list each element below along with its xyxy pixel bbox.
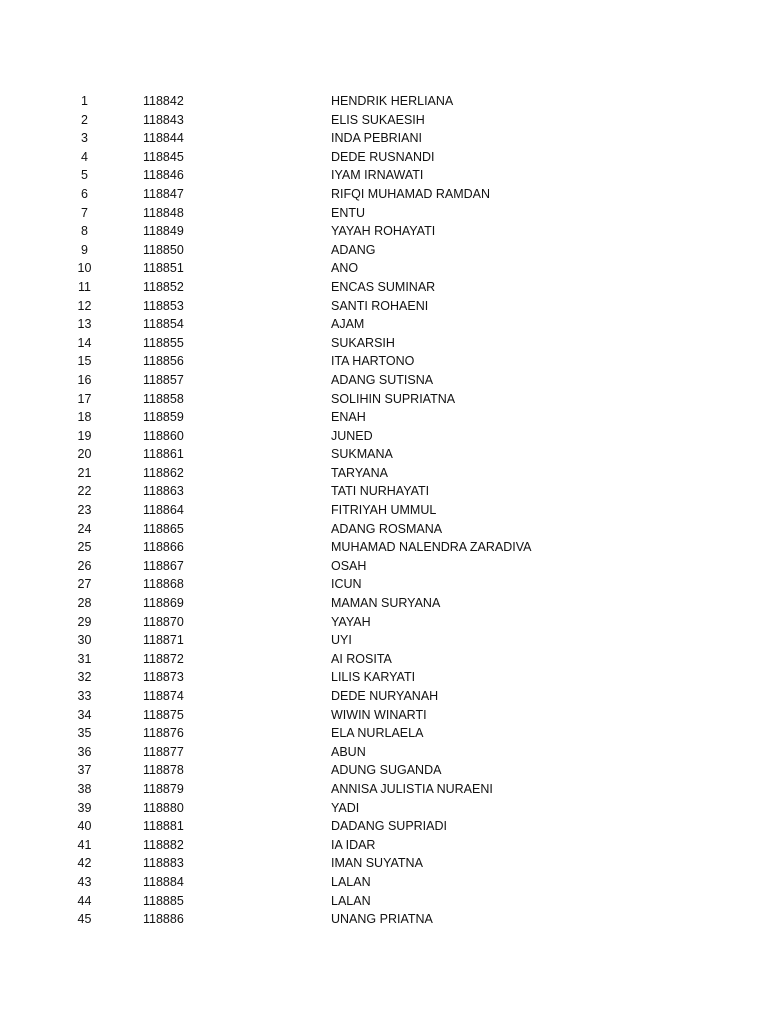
id-number: 118864 xyxy=(143,503,184,518)
person-name: ENCAS SUMINAR xyxy=(331,279,436,294)
row-number: 4 xyxy=(81,149,88,164)
row-number: 13 xyxy=(77,317,92,332)
person-name: ADUNG SUGANDA xyxy=(331,763,442,778)
list-row xyxy=(0,445,768,464)
list-row xyxy=(0,129,768,148)
list-row xyxy=(0,724,768,743)
person-name: IYAM IRNAWATI xyxy=(331,168,424,183)
person-name: ELA NURLAELA xyxy=(331,726,424,741)
row-number: 39 xyxy=(77,800,92,815)
person-name: TARYANA xyxy=(331,465,388,480)
id-number: 118884 xyxy=(143,874,184,889)
row-number: 45 xyxy=(77,912,92,927)
id-number: 118873 xyxy=(143,670,184,685)
row-number: 23 xyxy=(77,503,92,518)
person-name: DEDE RUSNANDI xyxy=(331,149,435,164)
row-number: 12 xyxy=(77,298,92,313)
list-row xyxy=(0,111,768,130)
id-number: 118867 xyxy=(143,558,184,573)
list-row xyxy=(0,594,768,613)
id-number: 118846 xyxy=(143,168,184,183)
list-row xyxy=(0,817,768,836)
id-number: 118859 xyxy=(143,410,184,425)
list-row xyxy=(0,297,768,316)
person-name: ADANG ROSMANA xyxy=(331,521,443,536)
id-number: 118871 xyxy=(143,633,184,648)
row-number: 7 xyxy=(81,205,88,220)
person-name: ANO xyxy=(331,261,359,276)
list-row xyxy=(0,557,768,576)
person-name: WIWIN WINARTI xyxy=(331,707,427,722)
row-number: 24 xyxy=(77,521,92,536)
id-number: 118848 xyxy=(143,205,184,220)
row-number: 21 xyxy=(77,465,92,480)
person-name: SANTI ROHAENI xyxy=(331,298,429,313)
row-number: 27 xyxy=(77,577,92,592)
list-row xyxy=(0,910,768,929)
person-name: TATI NURHAYATI xyxy=(331,484,430,499)
row-number: 9 xyxy=(81,242,88,257)
person-name: JUNED xyxy=(331,428,373,443)
person-name: UYI xyxy=(331,633,352,648)
list-row xyxy=(0,185,768,204)
row-number: 30 xyxy=(77,633,92,648)
person-name: SUKARSIH xyxy=(331,335,395,350)
list-row xyxy=(0,166,768,185)
list-row xyxy=(0,706,768,725)
row-number: 3 xyxy=(81,131,88,146)
id-number: 118858 xyxy=(143,391,184,406)
row-number: 16 xyxy=(77,372,92,387)
id-number: 118850 xyxy=(143,242,184,257)
id-number: 118856 xyxy=(143,354,184,369)
id-number: 118845 xyxy=(143,149,184,164)
id-number: 118870 xyxy=(143,614,184,629)
row-number: 31 xyxy=(77,651,92,666)
id-number: 118863 xyxy=(143,484,184,499)
id-number: 118882 xyxy=(143,837,184,852)
person-name: ITA HARTONO xyxy=(331,354,415,369)
row-number: 18 xyxy=(77,410,92,425)
list-row xyxy=(0,278,768,297)
id-number: 118881 xyxy=(143,819,184,834)
id-number: 118878 xyxy=(143,763,184,778)
list-row xyxy=(0,743,768,762)
person-name: YAYAH ROHAYATI xyxy=(331,224,436,239)
id-number: 118875 xyxy=(143,707,184,722)
row-number: 10 xyxy=(77,261,92,276)
row-number: 20 xyxy=(77,447,92,462)
id-number: 118842 xyxy=(143,94,184,108)
list-row xyxy=(0,222,768,241)
id-number: 118853 xyxy=(143,298,184,313)
row-number: 43 xyxy=(77,874,92,889)
person-name: ANNISA JULISTIA NURAENI xyxy=(331,781,493,796)
id-number: 118872 xyxy=(143,651,184,666)
id-number: 118849 xyxy=(143,224,184,239)
row-number: 1 xyxy=(81,94,88,108)
list-row xyxy=(0,836,768,855)
list-row xyxy=(0,315,768,334)
row-number: 11 xyxy=(78,279,91,294)
list-row xyxy=(0,650,768,669)
list-row xyxy=(0,631,768,650)
id-number: 118868 xyxy=(143,577,184,592)
id-number: 118877 xyxy=(143,744,184,759)
row-number: 6 xyxy=(81,186,88,201)
person-name: ENAH xyxy=(331,410,366,425)
id-number: 118879 xyxy=(143,781,184,796)
list-row xyxy=(0,352,768,371)
person-name: IMAN SUYATNA xyxy=(331,856,423,871)
id-number: 118862 xyxy=(143,465,184,480)
id-number: 118865 xyxy=(143,521,184,536)
person-name: IA IDAR xyxy=(331,837,376,852)
list-row xyxy=(0,780,768,799)
row-number: 32 xyxy=(77,670,92,685)
person-name: HENDRIK HERLIANA xyxy=(331,94,454,108)
row-number: 38 xyxy=(77,781,92,796)
person-name: ADANG SUTISNA xyxy=(331,372,434,387)
person-name: OSAH xyxy=(331,558,367,573)
id-number: 118854 xyxy=(143,317,184,332)
id-number: 118860 xyxy=(143,428,184,443)
person-name: RIFQI MUHAMAD RAMDAN xyxy=(331,186,491,201)
list-row xyxy=(0,575,768,594)
row-number: 41 xyxy=(77,837,92,852)
person-name: FITRIYAH UMMUL xyxy=(331,503,437,518)
person-name: ADANG xyxy=(331,242,376,257)
id-number: 118866 xyxy=(143,540,184,555)
row-number: 15 xyxy=(77,354,92,369)
list-row xyxy=(0,520,768,539)
row-number: 25 xyxy=(77,540,92,555)
list-row xyxy=(0,241,768,260)
list-row xyxy=(0,464,768,483)
row-number: 44 xyxy=(77,893,92,908)
list-row xyxy=(0,427,768,446)
row-number: 42 xyxy=(77,856,92,871)
list-row xyxy=(0,668,768,687)
list-row xyxy=(0,501,768,520)
row-number: 14 xyxy=(77,335,92,350)
row-number: 29 xyxy=(77,614,92,629)
person-name: SUKMANA xyxy=(331,447,393,462)
row-number: 33 xyxy=(77,689,92,703)
id-number: 118851 xyxy=(143,261,184,276)
list-row xyxy=(0,408,768,427)
id-number: 118843 xyxy=(143,112,184,127)
list-row xyxy=(0,873,768,892)
list-row xyxy=(0,538,768,557)
list-row xyxy=(0,92,768,111)
person-name: UNANG PRIATNA xyxy=(331,912,433,927)
person-name: AI ROSITA xyxy=(331,651,392,666)
id-number: 118886 xyxy=(143,912,184,927)
list-row xyxy=(0,148,768,167)
list-row xyxy=(0,613,768,632)
person-name: AJAM xyxy=(331,317,365,332)
row-number: 26 xyxy=(77,558,92,573)
id-number: 118852 xyxy=(143,279,184,294)
person-name: LALAN xyxy=(331,874,371,889)
person-name: YAYAH xyxy=(331,614,371,629)
id-number: 118880 xyxy=(143,800,184,815)
id-number: 118885 xyxy=(143,893,184,908)
id-number: 118883 xyxy=(143,856,184,871)
row-number: 17 xyxy=(77,391,92,406)
person-name: DEDE NURYANAH xyxy=(331,689,439,703)
row-number: 28 xyxy=(77,596,92,611)
row-number: 19 xyxy=(77,428,92,443)
list-row xyxy=(0,892,768,911)
list-row xyxy=(0,334,768,353)
id-number: 118874 xyxy=(143,689,184,703)
person-name: INDA PEBRIANI xyxy=(331,131,422,146)
person-name: MUHAMAD NALENDRA ZARADIVA xyxy=(331,540,532,555)
row-number: 40 xyxy=(77,819,92,834)
row-number: 37 xyxy=(77,763,92,778)
person-name: ABUN xyxy=(331,744,366,759)
row-number: 5 xyxy=(81,168,88,183)
id-number: 118861 xyxy=(143,447,184,462)
person-name: DADANG SUPRIADI xyxy=(331,819,447,834)
list-row xyxy=(0,371,768,390)
person-name: ICUN xyxy=(331,577,362,592)
id-number: 118857 xyxy=(143,372,184,387)
list-row xyxy=(0,482,768,501)
list-row xyxy=(0,687,768,706)
id-number: 118844 xyxy=(143,131,184,146)
list-row xyxy=(0,799,768,818)
person-name: SOLIHIN SUPRIATNA xyxy=(331,391,456,406)
row-number: 34 xyxy=(77,707,92,722)
row-number: 2 xyxy=(81,112,88,127)
id-number: 118869 xyxy=(143,596,184,611)
person-name: LALAN xyxy=(331,893,371,908)
row-number: 36 xyxy=(77,744,92,759)
list-row xyxy=(0,761,768,780)
row-number: 8 xyxy=(81,224,88,239)
list-row xyxy=(0,390,768,409)
person-name: YADI xyxy=(331,800,360,815)
row-number: 22 xyxy=(77,484,92,499)
id-number: 118847 xyxy=(143,186,184,201)
person-name: MAMAN SURYANA xyxy=(331,596,441,611)
id-number: 118855 xyxy=(143,335,184,350)
list-row xyxy=(0,854,768,873)
person-name: ENTU xyxy=(331,205,366,220)
person-name: ELIS SUKAESIH xyxy=(331,112,425,127)
list-row xyxy=(0,204,768,223)
person-name: LILIS KARYATI xyxy=(331,670,416,685)
list-row xyxy=(0,259,768,278)
row-number: 35 xyxy=(77,726,92,741)
name-list xyxy=(0,92,768,929)
id-number: 118876 xyxy=(143,726,184,741)
